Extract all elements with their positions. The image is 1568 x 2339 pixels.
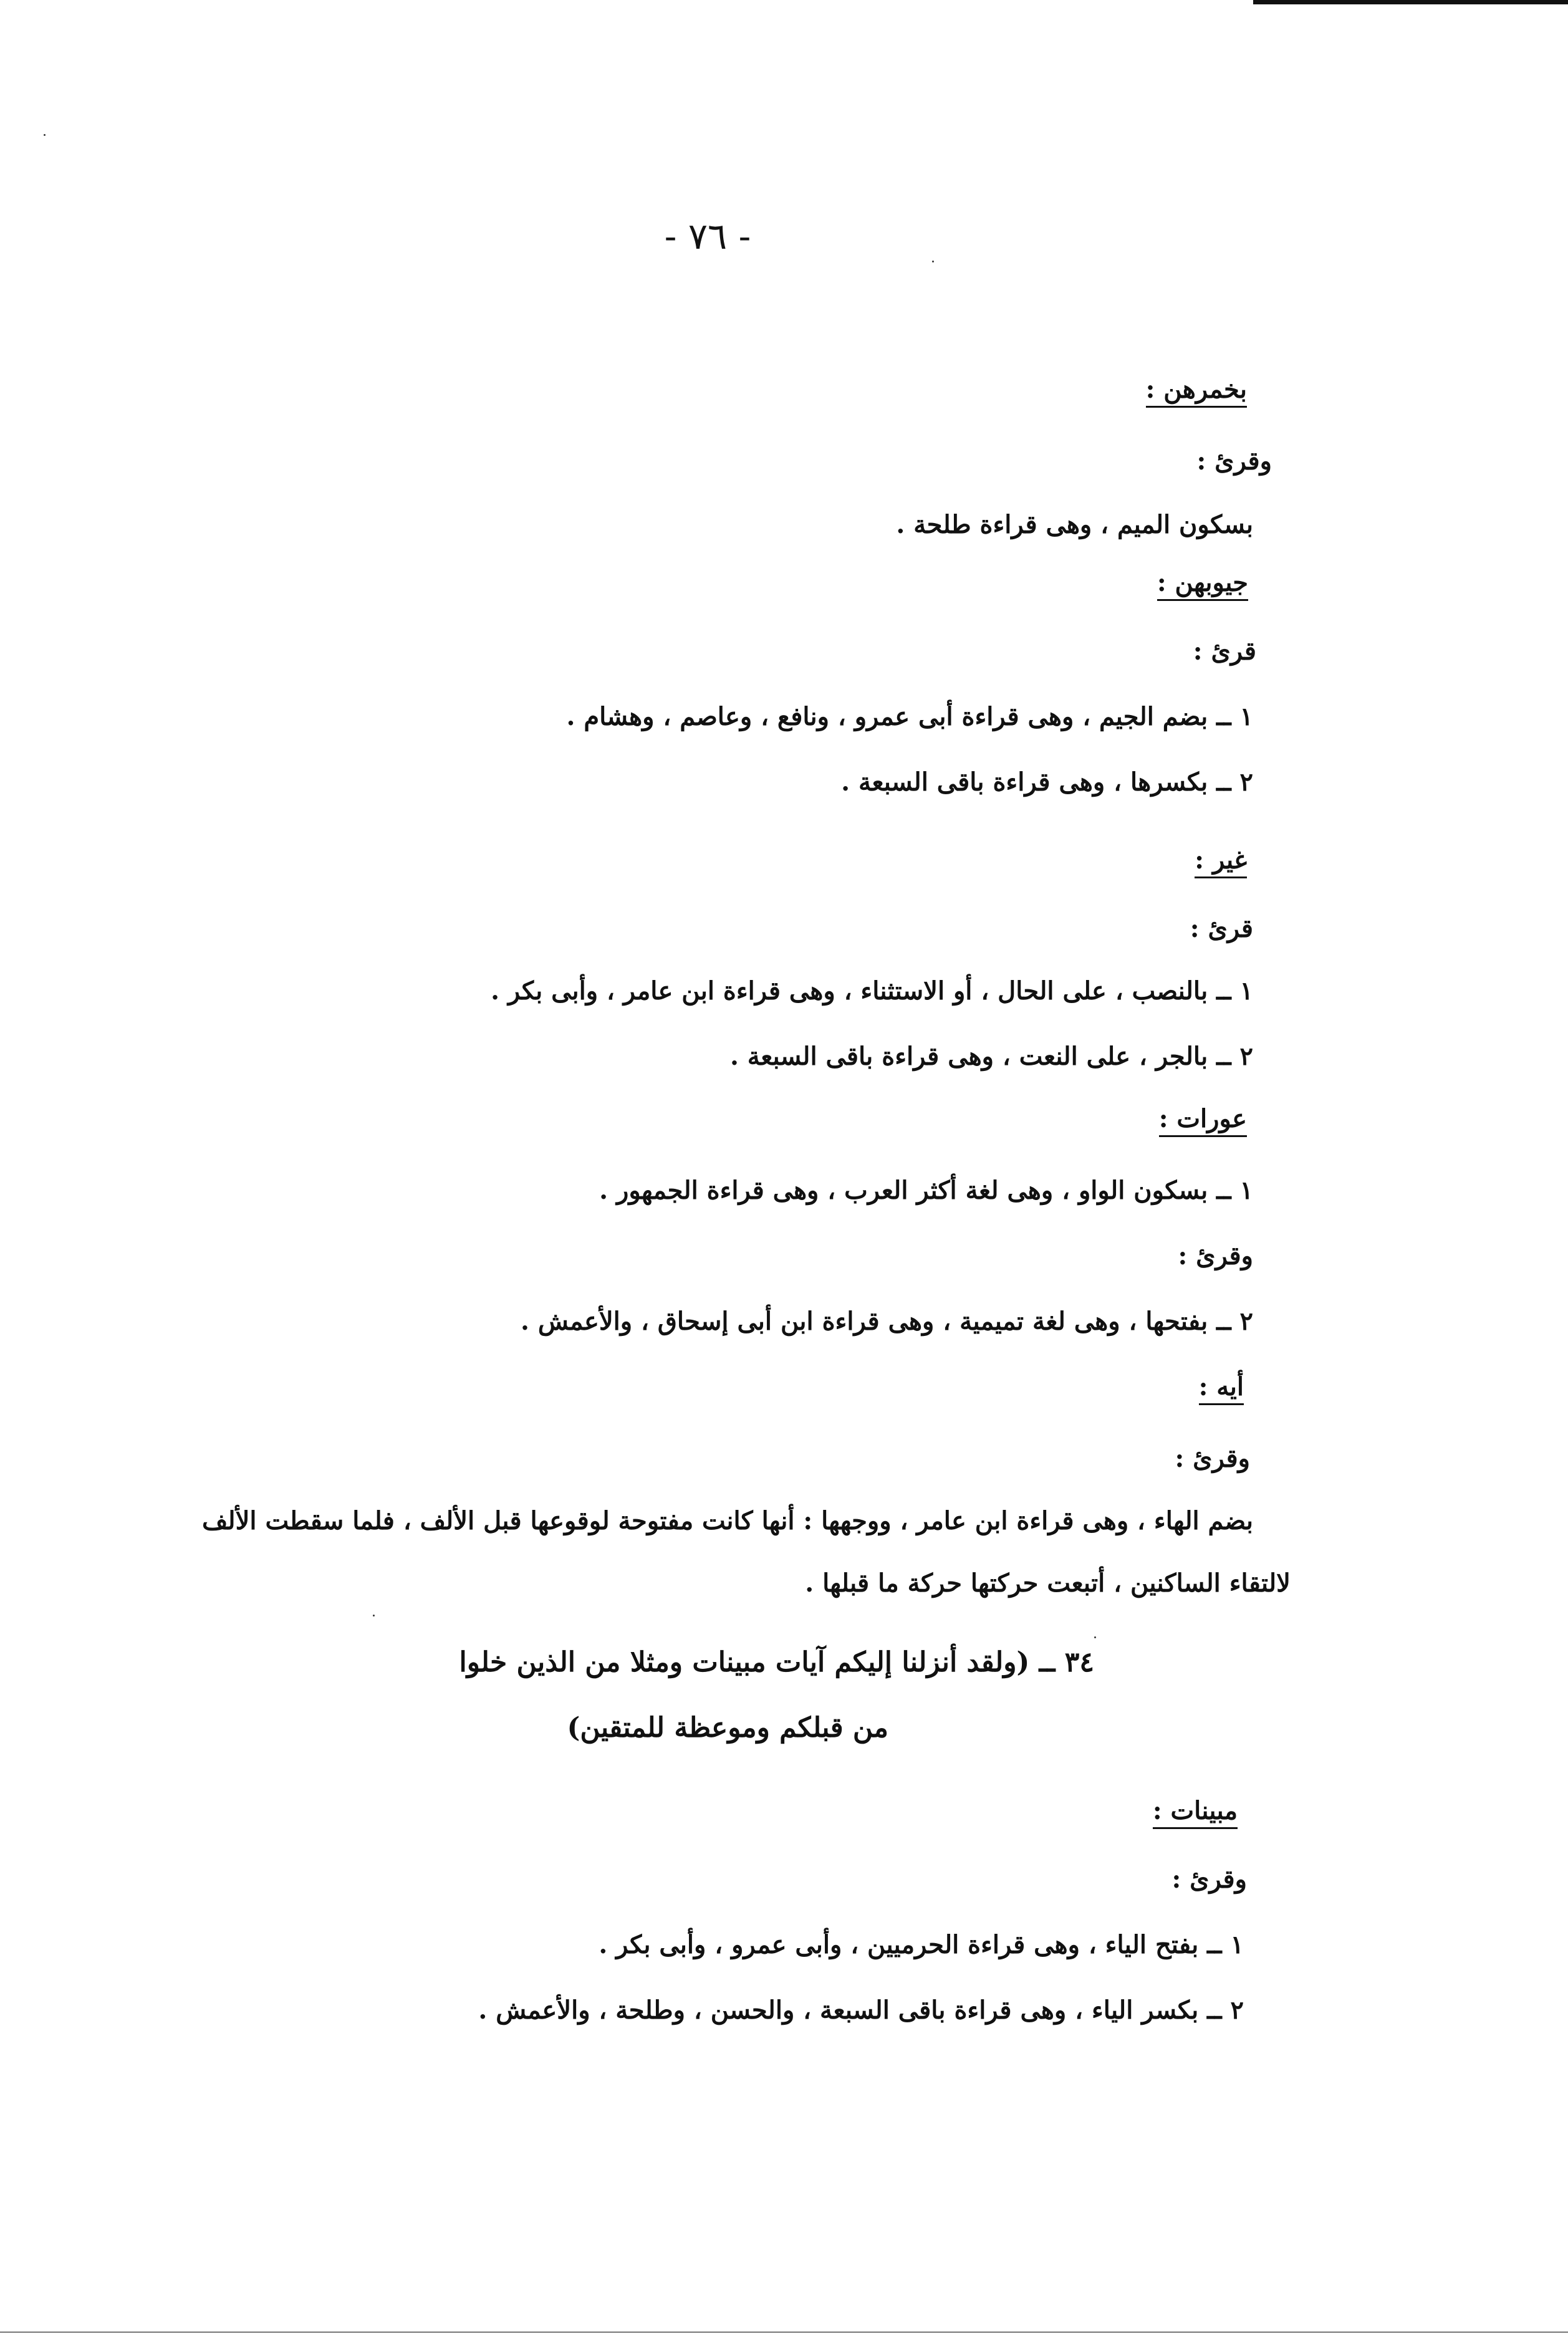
reading-line: لالتقاء الساكنين ، أتبعت حركتها حركة ما قبلها . — [805, 1568, 1291, 1598]
top-edge-rule — [1253, 0, 1568, 4]
entry-heading: بخمرهن : — [1146, 377, 1247, 408]
reading-intro: وقرئ : — [1175, 1444, 1250, 1473]
reading-intro: قرئ : — [1193, 636, 1256, 666]
scan-speck — [44, 134, 46, 136]
entry-heading: مبينات : — [1153, 1799, 1238, 1829]
reading-intro: وقرئ : — [1178, 1241, 1253, 1270]
verse-line: من قبلكم وموعظة للمتقين) — [567, 1712, 888, 1744]
reading-line: ١ ــ بضم الجيم ، وهى قراءة أبى عمرو ، ونافع ، وعاصم ، وهشام . — [566, 702, 1253, 731]
reading-line: ٢ ــ بكسر الياء ، وهى قراءة باقى السبعة ، والحسن ، وطلحة ، والأعمش . — [478, 1996, 1244, 2025]
bottom-edge-rule — [0, 2332, 1568, 2333]
reading-intro: وقرئ : — [1196, 446, 1272, 476]
scan-speck — [1094, 1636, 1096, 1638]
reading-line: بسكون الميم ، وهى قراءة طلحة . — [896, 510, 1253, 539]
reading-line: بضم الهاء ، وهى قراءة ابن عامر ، ووجهها : أنها كانت مفتوحة لوقوعها قبل الألف ، فلما سقطت الألف — [202, 1506, 1253, 1535]
reading-line: ١ ــ بفتح الياء ، وهى قراءة الحرميين ، وأبى عمرو ، وأبى بكر . — [599, 1930, 1244, 1959]
entry-heading: غير : — [1195, 848, 1247, 878]
entry-heading: عورات : — [1159, 1107, 1247, 1137]
reading-line: ١ ــ بسكون الواو ، وهى لغة أكثر العرب ، وهى قراءة الجمهور . — [599, 1176, 1253, 1205]
scan-speck — [932, 261, 934, 262]
entry-heading: جيوبهن : — [1157, 570, 1248, 601]
reading-intro: وقرئ : — [1171, 1865, 1247, 1894]
reading-intro: قرئ : — [1190, 914, 1253, 943]
reading-line: ١ ــ بالنصب ، على الحال ، أو الاستثناء ، وهى قراءة ابن عامر ، وأبى بكر . — [491, 976, 1253, 1006]
reading-line: ٢ ــ بكسرها ، وهى قراءة باقى السبعة . — [841, 767, 1253, 797]
verse-line: ٣٤ ــ (ولقد أنزلنا إليكم آيات مبينات ومثلا من الذين خلوا — [459, 1646, 1094, 1678]
reading-line: ٢ ــ بالجر ، على النعت ، وهى قراءة باقى السبعة . — [729, 1042, 1253, 1071]
entry-heading: أيه : — [1199, 1375, 1244, 1405]
reading-line: ٢ ــ بفتحها ، وهى لغة تميمية ، وهى قراءة ابن أبى إسحاق ، والأعمش . — [521, 1307, 1253, 1336]
scan-speck — [373, 1615, 375, 1616]
page-number: - ٧٦ - — [664, 215, 751, 257]
